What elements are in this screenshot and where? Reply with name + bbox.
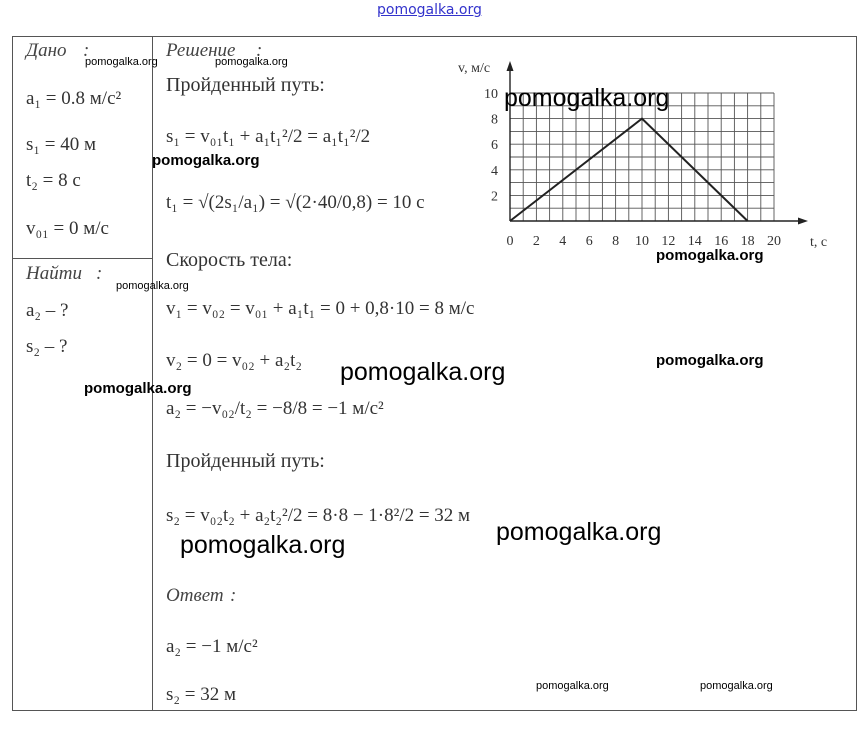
given-t2: t₂ = 8 с xyxy=(26,170,81,191)
watermark: pomogalka.org xyxy=(536,680,609,692)
find-s2: s₂ – ? xyxy=(26,336,68,357)
solution-title: Решение xyxy=(166,40,236,61)
x-axis-label: t, с xyxy=(810,235,828,250)
section-speed: Скорость тела: xyxy=(166,249,293,271)
watermark: pomogalka.org xyxy=(215,56,288,68)
equation-t1: t₁ = √(2s₁/a₁) = √(2·40/0,8) = 10 с xyxy=(166,192,425,213)
watermark: pomogalka.org xyxy=(85,56,158,68)
find-a2: a₂ – ? xyxy=(26,300,69,321)
site-link[interactable]: pomogalka.org xyxy=(377,2,482,18)
column-divider xyxy=(152,36,153,711)
y-tick-label: 2 xyxy=(491,189,498,205)
y-tick-label: 8 xyxy=(491,112,498,128)
y-axis-label: v, м/с xyxy=(458,61,491,76)
watermark: pomogalka.org xyxy=(84,380,192,397)
y-tick-label: 4 xyxy=(491,163,498,179)
x-tick-label: 6 xyxy=(585,234,593,249)
row-divider xyxy=(12,258,153,259)
answer-a2: a₂ = −1 м/с² xyxy=(166,636,258,657)
answer-s2: s₂ = 32 м xyxy=(166,684,237,705)
watermark: pomogalka.org xyxy=(180,531,346,559)
x-tick-label: 16 xyxy=(714,234,729,249)
x-axis-arrow xyxy=(798,218,808,225)
y-tick-label: 6 xyxy=(491,138,498,154)
watermark: pomogalka.org xyxy=(116,280,189,292)
given-a1: a₁ = 0.8 м/с² xyxy=(26,88,122,109)
watermark: pomogalka.org xyxy=(496,518,662,546)
x-tick-label: 2 xyxy=(532,234,540,249)
given-s1: s₁ = 40 м xyxy=(26,134,97,155)
section-path1: Пройденный путь: xyxy=(166,74,325,96)
x-tick-label: 0 xyxy=(506,234,514,249)
section-path2: Пройденный путь: xyxy=(166,450,325,472)
watermark: pomogalka.org xyxy=(700,680,773,692)
given-v01: v₀₁ = 0 м/с xyxy=(26,218,109,239)
equation-v2: v₂ = 0 = v₀₂ + a₂t₂ xyxy=(166,350,302,371)
watermark: pomogalka.org xyxy=(152,152,260,169)
equation-s2: s₂ = v₀₂t₂ + a₂t₂²/2 = 8·8 − 1·8²/2 = 32 м xyxy=(166,505,471,526)
given-colon: : xyxy=(83,40,90,61)
watermark: pomogalka.org xyxy=(504,84,670,112)
x-tick-label: 12 xyxy=(661,234,676,249)
x-tick-label: 14 xyxy=(687,234,702,249)
x-tick-label: 8 xyxy=(612,234,620,249)
equation-a2: a₂ = −v₀₂/t₂ = −8/8 = −1 м/с² xyxy=(166,398,384,419)
x-tick-label: 4 xyxy=(559,234,567,249)
find-title: Найти xyxy=(26,263,82,284)
watermark: pomogalka.org xyxy=(656,247,764,264)
watermark: pomogalka.org xyxy=(340,358,506,386)
x-tick-label: 20 xyxy=(767,234,781,249)
equation-v1: v₁ = v₀₂ = v₀₁ + a₁t₁ = 0 + 0,8·10 = 8 м/с xyxy=(166,298,475,319)
given-title: Дано xyxy=(26,40,67,61)
solution-colon: : xyxy=(256,40,263,61)
y-tick-label: 10 xyxy=(484,87,498,102)
x-tick-label: 10 xyxy=(635,234,649,249)
y-axis-arrow xyxy=(507,61,514,71)
answer-title: Ответ xyxy=(166,585,224,606)
watermark: pomogalka.org xyxy=(656,352,764,369)
find-colon: : xyxy=(96,263,103,284)
answer-colon: : xyxy=(230,585,237,606)
x-tick-label: 18 xyxy=(740,234,755,249)
velocity-time-graph xyxy=(450,50,840,255)
equation-s1: s₁ = v₀₁t₁ + a₁t₁²/2 = a₁t₁²/2 xyxy=(166,126,371,147)
